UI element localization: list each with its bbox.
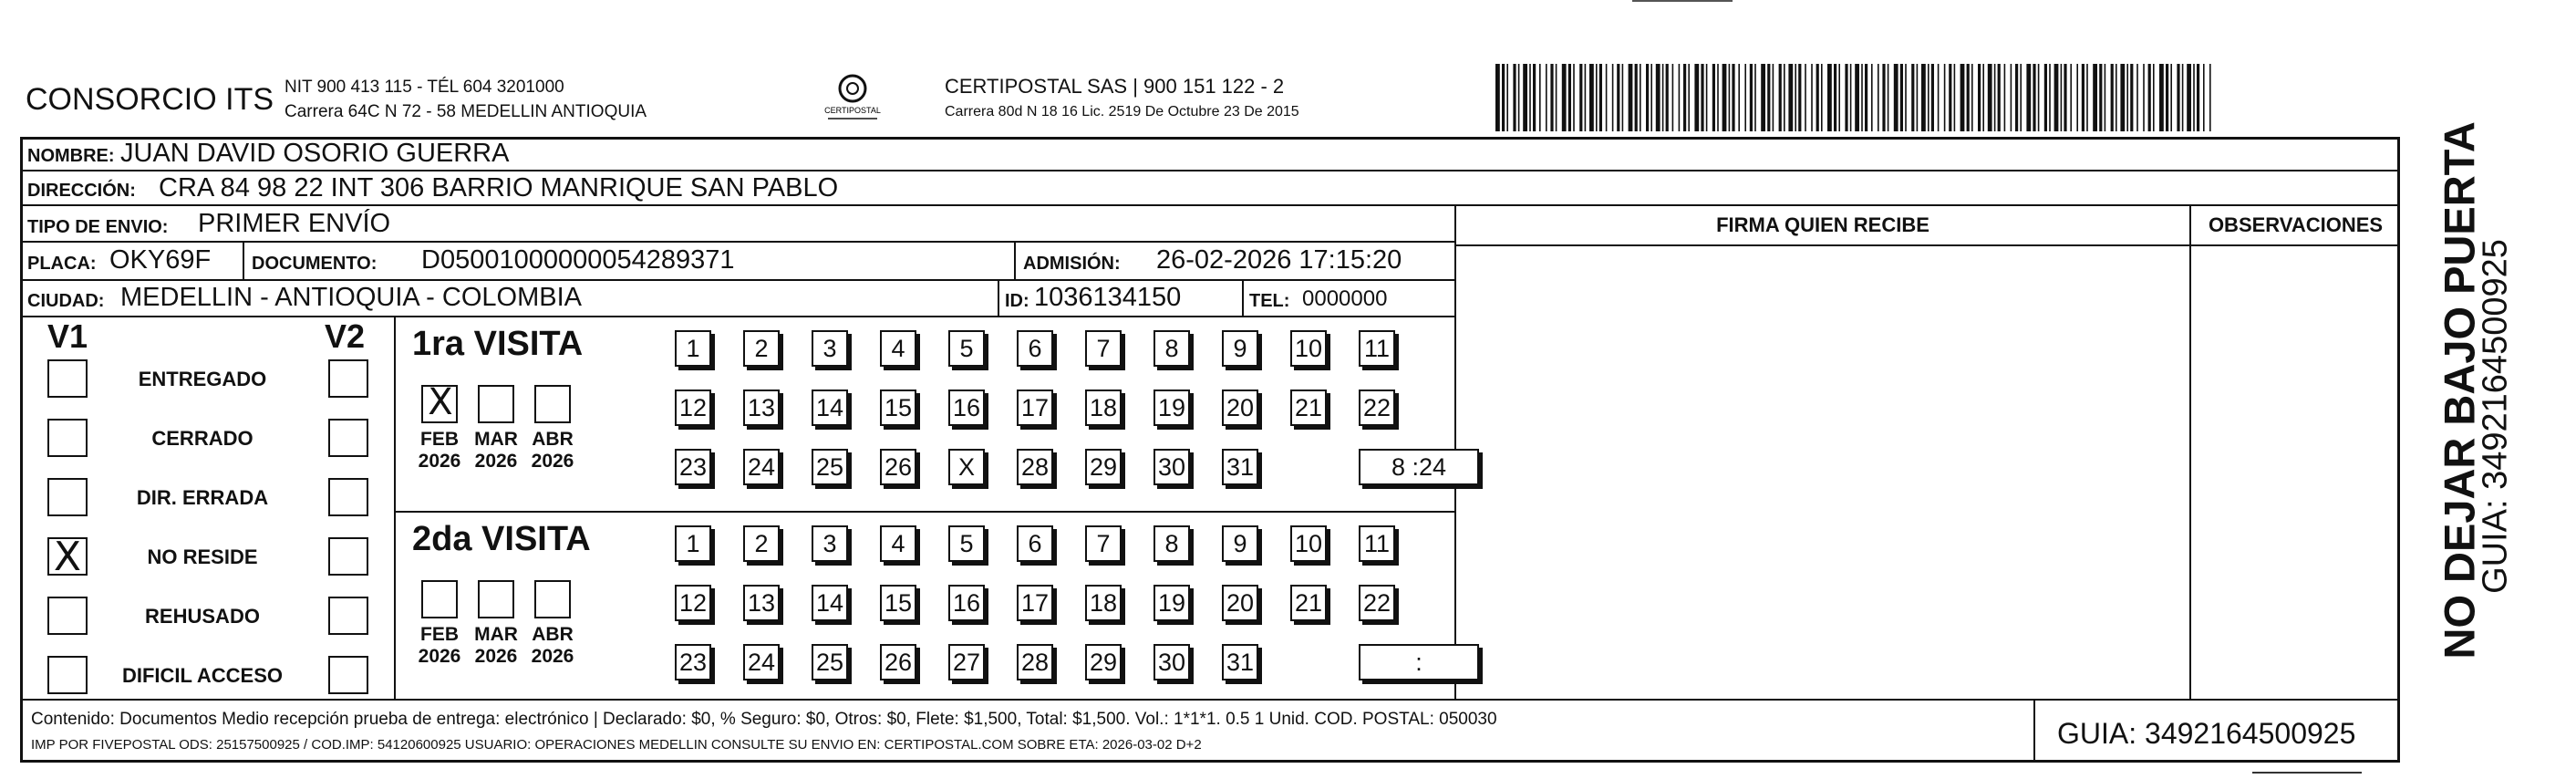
month-label: ABR <box>532 624 574 645</box>
month-year: 2026 <box>531 646 574 667</box>
barcode-bar <box>1688 64 1690 131</box>
barcode-bar <box>1865 64 1867 131</box>
barcode-bar <box>1729 64 1731 131</box>
status-divider <box>394 317 396 699</box>
day-box[interactable]: 23 <box>675 644 711 680</box>
top-edge-mark <box>1632 0 1733 2</box>
barcode-bar <box>2136 64 2138 131</box>
day-box[interactable]: 1 <box>675 525 711 562</box>
barcode-bar <box>1568 64 1571 131</box>
visit-divider <box>396 511 1454 513</box>
barcode-bar <box>1816 64 1819 131</box>
row-direccion <box>20 171 2400 206</box>
barcode-bar <box>2148 64 2151 131</box>
day-box[interactable]: 5 <box>948 525 985 562</box>
barcode-bar <box>2093 64 2097 131</box>
month-label: FEB <box>420 429 459 450</box>
day-box[interactable]: 31 <box>1222 449 1258 485</box>
barcode-bar <box>2011 64 2012 131</box>
day-box[interactable]: 17 <box>1017 390 1053 426</box>
day-box[interactable]: 27 <box>948 644 985 680</box>
barcode-bar <box>2170 64 2172 131</box>
v1-checkbox[interactable] <box>47 656 88 694</box>
admision-label: ADMISIÓN: <box>1023 254 1121 274</box>
barcode-bar <box>1539 64 1541 131</box>
barcode-bar <box>2203 64 2205 131</box>
id-divider <box>998 281 999 316</box>
day-box[interactable]: 29 <box>1085 644 1122 680</box>
barcode-bar <box>1960 64 1965 131</box>
barcode-bar <box>1712 64 1715 131</box>
month-label: FEB <box>420 624 459 645</box>
barcode-bar <box>2111 64 2114 131</box>
day-box[interactable]: 30 <box>1154 449 1190 485</box>
barcode-bar <box>1971 64 1973 131</box>
day-box[interactable]: 26 <box>880 449 916 485</box>
day-box[interactable]: X <box>948 449 985 485</box>
barcode-bar <box>1838 64 1840 131</box>
barcode-bar <box>1944 64 1946 131</box>
barcode-bar <box>1596 64 1598 131</box>
v2-checkbox[interactable] <box>328 597 368 635</box>
status-label: DIR. ERRADA <box>136 486 269 509</box>
day-box[interactable]: 13 <box>743 585 780 621</box>
documento-value: D05001000000054289371 <box>421 245 735 275</box>
footer-divider <box>20 699 2400 701</box>
day-box[interactable]: 26 <box>880 644 916 680</box>
barcode-bar <box>1767 64 1770 131</box>
nombre-label: NOMBRE: <box>27 146 115 166</box>
tel-divider <box>1242 281 1244 316</box>
id-label: ID: <box>1005 291 1029 311</box>
barcode-bar <box>2130 64 2133 131</box>
row-nombre <box>20 137 2400 171</box>
placa-divider <box>243 243 244 279</box>
barcode-bar <box>1533 64 1536 131</box>
month-label: ABR <box>532 429 574 450</box>
first-visit-title: 1ra VISITA <box>412 325 584 363</box>
barcode-bar <box>2049 64 2051 131</box>
barcode-bar <box>1954 64 1956 131</box>
day-box[interactable]: 3 <box>812 525 848 562</box>
barcode-bar <box>1495 64 1500 131</box>
barcode-bar <box>2076 64 2078 131</box>
barcode-bar <box>2193 64 2195 131</box>
barcode-bar <box>1744 64 1746 131</box>
day-box[interactable]: 21 <box>1290 390 1327 426</box>
observaciones-header: OBSERVACIONES <box>2189 206 2400 246</box>
v2-checkbox[interactable] <box>328 537 368 576</box>
side-text <box>2409 121 2515 675</box>
barcode-bar <box>2044 64 2047 131</box>
day-box[interactable]: 31 <box>1222 644 1258 680</box>
barcode-bar <box>2020 64 2022 131</box>
barcode-bar <box>1827 64 1832 131</box>
day-box[interactable]: 22 <box>1359 585 1395 621</box>
day-box[interactable]: 14 <box>812 390 848 426</box>
day-box[interactable]: 9 <box>1222 525 1258 562</box>
day-box[interactable]: 14 <box>812 585 848 621</box>
barcode-bar <box>1666 64 1669 131</box>
day-box[interactable]: 25 <box>812 449 848 485</box>
day-box[interactable]: 8 <box>1154 330 1190 367</box>
tel-label: TEL: <box>1249 291 1290 311</box>
barcode-bar <box>1694 64 1699 131</box>
v1-checkbox[interactable] <box>47 597 88 635</box>
time-box[interactable]: 8 :24 <box>1359 449 1479 485</box>
barcode <box>1492 64 2221 131</box>
barcode-bar <box>1656 64 1660 131</box>
barcode-bar <box>1750 64 1753 131</box>
v2-checkbox[interactable] <box>328 478 368 516</box>
barcode-bar <box>1550 64 1553 131</box>
barcode-bar <box>1573 64 1575 131</box>
barcode-bar <box>1878 64 1879 131</box>
v1-label: V1 <box>47 317 88 355</box>
barcode-bar <box>2116 64 2117 131</box>
day-box[interactable]: 23 <box>675 449 711 485</box>
day-box[interactable]: 2 <box>743 525 780 562</box>
barcode-bar <box>1646 64 1649 131</box>
day-box[interactable]: 25 <box>812 644 848 680</box>
status-label: ENTREGADO <box>138 368 267 390</box>
barcode-bar <box>1850 64 1852 131</box>
barcode-bar <box>1562 64 1567 131</box>
barcode-bar <box>1679 64 1681 131</box>
day-box[interactable]: 6 <box>1017 330 1053 367</box>
barcode-bar <box>1612 64 1614 131</box>
day-box[interactable]: 7 <box>1085 525 1122 562</box>
ciudad-label: CIUDAD: <box>27 291 105 311</box>
barcode-bar <box>1788 64 1793 131</box>
placa-value: OKY69F <box>109 245 212 275</box>
barcode-bar <box>1998 64 2001 131</box>
month-checkbox[interactable] <box>478 385 514 423</box>
barcode-bar <box>1513 64 1516 131</box>
barcode-bar <box>1599 64 1602 131</box>
company-nit: NIT 900 413 115 - TÉL 604 3201000 <box>284 78 564 97</box>
day-box[interactable]: 15 <box>880 585 916 621</box>
month-mark: X <box>428 381 453 423</box>
month-year: 2026 <box>474 646 518 667</box>
day-box[interactable]: 2 <box>743 330 780 367</box>
barcode-bar <box>1773 64 1774 131</box>
v1-checkbox[interactable] <box>47 419 88 457</box>
barcode-bar <box>1546 64 1547 131</box>
barcode-bar <box>2054 64 2059 131</box>
footer-contenido: Contenido: Documentos Medio recepción prueba de entrega: electrónico | Declarado: $0, % Seguro: $0, Otros: $0, Flete: $1,500, Total: $1,500. Vol.: 1*1*1. 0.5 1 Unid. COD. POSTAL: 050030 <box>31 710 1497 729</box>
barcode-bar <box>1949 64 1951 131</box>
observaciones-left-border <box>2189 246 2191 699</box>
barcode-bar <box>1894 64 1898 131</box>
side-warning: NO DEJAR BAJO PUERTA <box>2435 121 2484 660</box>
barcode-bar <box>1683 64 1686 131</box>
barcode-bar <box>1871 64 1873 131</box>
day-box[interactable]: 28 <box>1017 449 1053 485</box>
barcode-bar <box>1761 64 1765 131</box>
barcode-bar <box>1589 64 1594 131</box>
day-box[interactable]: 4 <box>880 330 916 367</box>
barcode-bar <box>2182 64 2184 131</box>
barcode-bar <box>1732 64 1734 131</box>
month-year: 2026 <box>531 451 574 472</box>
barcode-bar <box>1579 64 1582 131</box>
v2-checkbox[interactable] <box>328 359 368 398</box>
day-box[interactable]: 24 <box>743 644 780 680</box>
barcode-bar <box>1928 64 1929 131</box>
day-box[interactable]: 9 <box>1222 330 1258 367</box>
logo-text: CERTIPOSTAL <box>824 106 881 115</box>
time-box[interactable]: : <box>1359 644 1479 680</box>
day-box[interactable]: 3 <box>812 330 848 367</box>
row-ciudad <box>20 281 1454 317</box>
admision-divider <box>1014 243 1016 279</box>
barcode-bar <box>1911 64 1914 131</box>
day-box[interactable]: 12 <box>675 585 711 621</box>
day-box[interactable]: 8 <box>1154 525 1190 562</box>
barcode-bar <box>2126 64 2128 131</box>
license-line: Carrera 80d N 18 16 Lic. 2519 De Octubre 23 De 2015 <box>945 104 1299 119</box>
v1-check-mark: X <box>53 534 82 580</box>
direccion-value: CRA 84 98 22 INT 306 BARRIO MANRIQUE SAN PABLO <box>159 173 839 203</box>
month-year: 2026 <box>418 451 461 472</box>
barcode-bar <box>1988 64 1992 131</box>
month-checkbox[interactable] <box>421 381 458 423</box>
barcode-bar <box>1529 64 1531 131</box>
month-checkbox[interactable] <box>421 580 458 618</box>
barcode-bar <box>2033 64 2035 131</box>
day-box[interactable]: 5 <box>948 330 985 367</box>
day-box[interactable]: 12 <box>675 390 711 426</box>
status-label: NO RESIDE <box>147 545 258 568</box>
month-year: 2026 <box>418 646 461 667</box>
day-box[interactable]: 11 <box>1359 330 1395 367</box>
day-box[interactable]: 10 <box>1290 330 1327 367</box>
month-checkbox[interactable] <box>534 385 571 423</box>
barcode-bar <box>2015 64 2018 131</box>
status-label: REHUSADO <box>145 605 260 628</box>
barcode-bar <box>2153 64 2155 131</box>
month-label: MAR <box>474 624 518 645</box>
v2-checkbox[interactable] <box>328 419 368 457</box>
certipostal-line: CERTIPOSTAL SAS | 900 151 122 - 2 <box>945 75 1285 98</box>
day-box[interactable]: 13 <box>743 390 780 426</box>
barcode-bar <box>1779 64 1782 131</box>
barcode-bar <box>1921 64 1926 131</box>
v1-checkbox[interactable] <box>47 359 88 398</box>
day-box[interactable]: 20 <box>1222 390 1258 426</box>
day-box[interactable]: 18 <box>1085 585 1122 621</box>
barcode-bar <box>2143 64 2145 131</box>
barcode-bar <box>1855 64 1859 131</box>
barcode-bar <box>2209 64 2211 131</box>
day-box[interactable]: 15 <box>880 390 916 426</box>
barcode-bar <box>1650 64 1652 131</box>
barcode-bar <box>1805 64 1806 131</box>
barcode-bar <box>1798 64 1801 131</box>
barcode-bar <box>1506 64 1508 131</box>
barcode-bar <box>1888 64 1889 131</box>
v2-checkbox[interactable] <box>328 656 368 694</box>
day-box[interactable]: 28 <box>1017 644 1053 680</box>
barcode-bar <box>1931 64 1934 131</box>
barcode-bar <box>1523 64 1527 131</box>
side-guia: GUIA: 3492164500925 <box>2476 239 2515 594</box>
barcode-bar <box>1556 64 1557 131</box>
barcode-bar <box>1717 64 1719 131</box>
v2-label: V2 <box>325 317 366 355</box>
status-label: CERRADO <box>151 427 253 450</box>
footer-guia: GUIA: 3492164500925 <box>2057 717 2356 750</box>
barcode-bar <box>1900 64 1903 131</box>
barcode-bar <box>1640 64 1641 131</box>
row-tipo <box>20 206 1454 243</box>
month-year: 2026 <box>474 451 518 472</box>
barcode-bar <box>1811 64 1813 131</box>
day-box[interactable]: 16 <box>948 585 985 621</box>
documento-label: DOCUMENTO: <box>252 254 378 274</box>
firma-header: FIRMA QUIEN RECIBE <box>1454 206 2189 246</box>
day-box[interactable]: 21 <box>1290 585 1327 621</box>
barcode-bar <box>1905 64 1907 131</box>
barcode-bar <box>1938 64 1940 131</box>
barcode-bar <box>1917 64 1919 131</box>
day-box[interactable]: 19 <box>1154 585 1190 621</box>
barcode-bar <box>1606 64 1608 131</box>
day-box[interactable]: 1 <box>675 330 711 367</box>
direccion-label: DIRECCIÓN: <box>27 181 136 201</box>
day-box[interactable]: 10 <box>1290 525 1327 562</box>
barcode-bar <box>2082 64 2085 131</box>
barcode-bar <box>2064 64 2066 131</box>
second-visit-title: 2da VISITA <box>412 520 591 558</box>
barcode-bar <box>2120 64 2125 131</box>
barcode-bar <box>1738 64 1740 131</box>
month-checkbox[interactable] <box>478 580 514 618</box>
day-box[interactable]: 22 <box>1359 390 1395 426</box>
tipo-value: PRIMER ENVÍO <box>198 209 391 238</box>
day-box[interactable]: 24 <box>743 449 780 485</box>
footer-guia-divider <box>2033 701 2035 763</box>
barcode-bar <box>1978 64 1981 131</box>
tel-value: 0000000 <box>1302 286 1388 311</box>
barcode-bar <box>1982 64 1984 131</box>
barcode-bar <box>2070 64 2072 131</box>
barcode-bar <box>1795 64 1796 131</box>
day-box[interactable]: 30 <box>1154 644 1190 680</box>
placa-label: PLACA: <box>27 254 97 274</box>
id-value: 1036134150 <box>1034 283 1182 312</box>
barcode-bar <box>1635 64 1638 131</box>
barcode-bar <box>2004 64 2006 131</box>
nombre-value: JUAN DAVID OSORIO GUERRA <box>120 139 510 168</box>
barcode-bar <box>1622 64 1624 131</box>
day-box[interactable]: 4 <box>880 525 916 562</box>
footer-imp: IMP POR FIVEPOSTAL ODS: 25157500925 / COD.IMP: 54120600925 USUARIO: OPERACIONES MEDELLIN CONSULTE SU ENVIO EN: CERTIPOSTAL.COM SOBRE ETA: 2026-03-02 D+2 <box>31 737 1202 753</box>
barcode-bar <box>1672 64 1674 131</box>
day-box[interactable]: 11 <box>1359 525 1395 562</box>
v1-checkbox[interactable] <box>47 478 88 516</box>
barcode-bar <box>1662 64 1664 131</box>
barcode-bar <box>1518 64 1520 131</box>
barcode-bar <box>1701 64 1703 131</box>
day-box[interactable]: 6 <box>1017 525 1053 562</box>
row-placa <box>20 243 1454 281</box>
day-box[interactable]: 16 <box>948 390 985 426</box>
barcode-bar <box>2099 64 2102 131</box>
day-box[interactable]: 17 <box>1017 585 1053 621</box>
company-name: CONSORCIO ITS <box>26 82 274 117</box>
barcode-bar <box>1821 64 1823 131</box>
day-box[interactable]: 7 <box>1085 330 1122 367</box>
barcode-bar <box>1784 64 1785 131</box>
barcode-bar <box>1617 64 1619 131</box>
barcode-bar <box>1502 64 1505 131</box>
bottom-edge-mark <box>2252 772 2362 774</box>
barcode-bar <box>2026 64 2031 131</box>
tipo-label: TIPO DE ENVIO: <box>27 217 169 237</box>
barcode-bar <box>1861 64 1863 131</box>
v1-checkbox[interactable] <box>47 534 88 580</box>
ciudad-value: MEDELLIN - ANTIOQUIA - COLOMBIA <box>120 283 582 312</box>
day-box[interactable]: 19 <box>1154 390 1190 426</box>
status-label: DIFICIL ACCESO <box>121 664 283 687</box>
barcode-bar <box>2187 64 2191 131</box>
barcode-bar <box>2038 64 2040 131</box>
barcode-bar <box>2086 64 2088 131</box>
barcode-bar <box>1845 64 1847 131</box>
day-box[interactable]: 29 <box>1085 449 1122 485</box>
barcode-bar <box>1834 64 1836 131</box>
month-checkbox[interactable] <box>534 580 571 618</box>
barcode-bar <box>2197 64 2199 131</box>
barcode-bar <box>1882 64 1885 131</box>
barcode-bar <box>1754 64 1756 131</box>
barcode-bar <box>1585 64 1587 131</box>
company-address: Carrera 64C N 72 - 58 MEDELLIN ANTIOQUIA <box>284 102 647 121</box>
barcode-bar <box>2105 64 2106 131</box>
month-label: MAR <box>474 429 518 450</box>
barcode-bar <box>2177 64 2179 131</box>
barcode-bar <box>1994 64 1996 131</box>
barcode-bar <box>2159 64 2164 131</box>
certipostal-logo <box>821 71 885 124</box>
day-box[interactable]: 18 <box>1085 390 1122 426</box>
admision-value: 26-02-2026 17:15:20 <box>1156 245 1402 275</box>
barcode-bar <box>1706 64 1708 131</box>
barcode-bar <box>2166 64 2168 131</box>
barcode-bar <box>1723 64 1727 131</box>
barcode-bar <box>1967 64 1970 131</box>
status-block <box>20 317 1454 699</box>
barcode-bar <box>2061 64 2063 131</box>
day-box[interactable]: 20 <box>1222 585 1258 621</box>
barcode-bar <box>1629 64 1633 131</box>
